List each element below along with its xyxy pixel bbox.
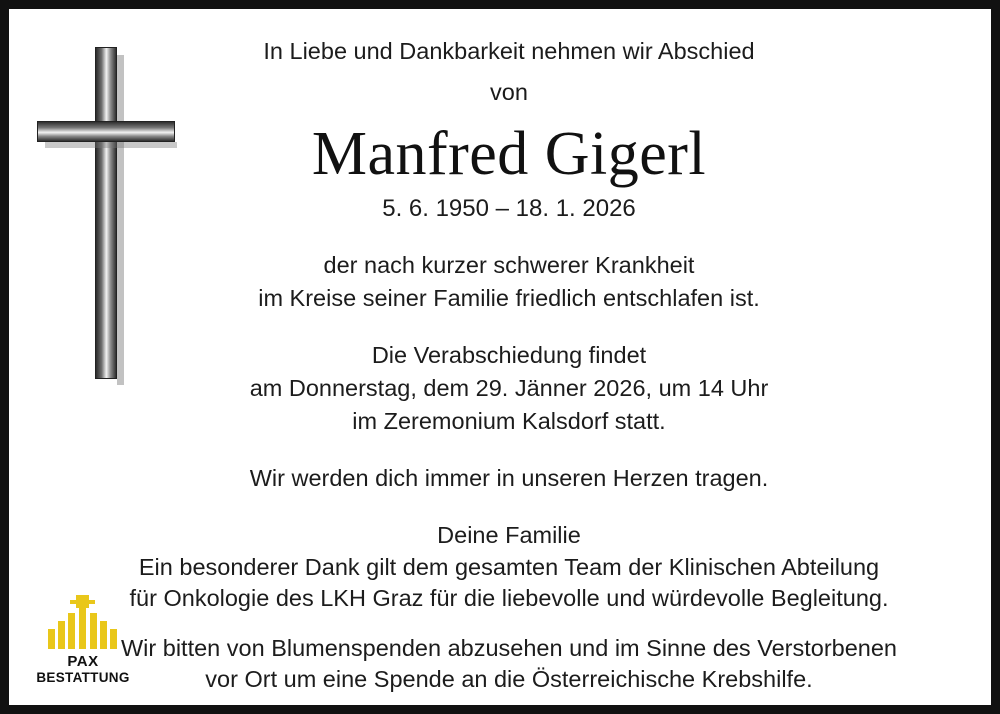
von-line: von bbox=[490, 79, 528, 105]
memory-line: Wir werden dich immer in unseren Herzen tragen. bbox=[249, 465, 769, 491]
logo-bar bbox=[110, 629, 117, 649]
donation-paragraph bbox=[29, 633, 989, 695]
life-dates: 5. 6. 1950 – 18. 1. 2026 bbox=[382, 195, 636, 222]
signature-line: Deine Familie bbox=[437, 522, 581, 548]
notice-footer-block bbox=[29, 552, 989, 695]
logo-text-pax: PAX bbox=[67, 653, 99, 670]
logo-text-bestattung: BESTATTUNG bbox=[36, 670, 130, 685]
donation-line-2: vor Ort um eine Spende an die Österreichische Krebshilfe. bbox=[205, 666, 813, 692]
cause-paragraph bbox=[109, 249, 909, 315]
donation-line-1: Wir bitten von Blumenspenden abzusehen und im Sinne des Verstorbenen bbox=[121, 635, 897, 661]
logo-bar bbox=[100, 621, 107, 649]
intro-line: In Liebe und Dankbarkeit nehmen wir Abschied bbox=[263, 38, 755, 64]
logo-bar bbox=[68, 613, 75, 649]
pax-bestattung-logo bbox=[35, 603, 131, 689]
logo-bar bbox=[58, 621, 65, 649]
ceremony-line-3: im Zeremonium Kalsdorf statt. bbox=[352, 408, 666, 434]
obituary-inner bbox=[9, 9, 991, 705]
deceased-name: Manfred Gigerl bbox=[311, 120, 707, 188]
thanks-line-1: Ein besonderer Dank gilt dem gesamten Team der Klinischen Abteilung bbox=[138, 554, 880, 580]
logo-bar bbox=[90, 613, 97, 649]
logo-bar bbox=[79, 603, 86, 649]
cause-line-1: der nach kurzer schwerer Krankheit bbox=[323, 252, 695, 278]
thanks-line-2: für Onkologie des LKH Graz für die liebevolle und würdevolle Begleitung. bbox=[129, 585, 889, 611]
notice-text-block bbox=[109, 35, 909, 552]
signature-paragraph bbox=[109, 519, 909, 552]
thanks-paragraph bbox=[29, 552, 989, 614]
ceremony-line-1: Die Verabschiedung findet bbox=[371, 342, 647, 368]
pax-logo-icon bbox=[46, 603, 120, 649]
ceremony-line-2: am Donnerstag, dem 29. Jänner 2026, um 14 Uhr bbox=[249, 375, 769, 401]
memory-paragraph bbox=[109, 462, 909, 495]
logo-bar bbox=[48, 629, 55, 649]
ceremony-paragraph bbox=[109, 339, 909, 438]
cause-line-2: im Kreise seiner Familie friedlich entschlafen ist. bbox=[258, 285, 760, 311]
